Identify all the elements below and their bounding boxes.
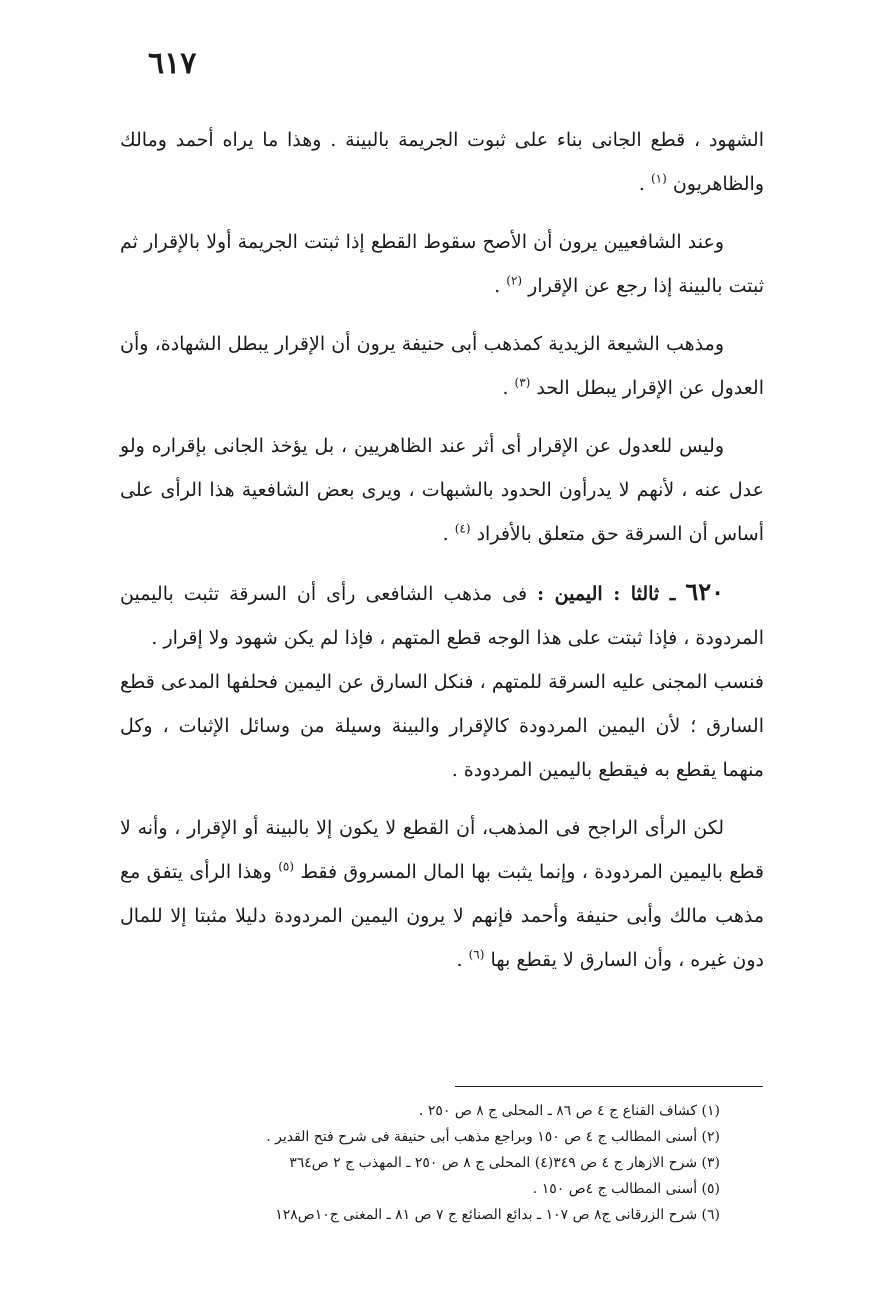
paragraph-2: وعند الشافعيين يرون أن الأصح سقوط القطع إذا ثبتت الجريمة أولا بالإقرار ثم ثبتت بالبينة إذا رجع عن الإقرار $^{(٢)}$ . [120,231,764,297]
paragraph-2-text: وعند الشافعيين يرون أن الأصح سقوط القطع إذا ثبتت الجريمة أولا بالإقرار ثم ثبتت بالبينة إذا رجع عن الإقرار [120,231,764,297]
section-620 [120,570,764,660]
paragraph-1: الشهود ، قطع الجانى بناء على ثبوت الجريمة بالبينة . وهذا ما يراه أحمد ومالك والظاهريون $^{(١)}$ . [120,129,764,195]
page-number: ٦١٧ [148,46,197,81]
paragraph-6-text: لكن الرأى الراجح فى المذهب، أن القطع لا يكون إلا بالبينة أو الإقرار ، وأنه لا قطع باليمين المردودة ، وإنما يثبت بها المال المسروق فقط [120,817,764,883]
footnote-3: (٣) شرح الازهار ج ٤ ص ٣٤٩(٤) المحلى ج ٨ ص ٢٥٠ ـ المهذب ج ٢ ص٣٦٤ [289,1155,720,1171]
paragraph-4-text: وليس للعدول عن الإقرار أى أثر عند الظاهريين ، بل يؤخذ الجانى بإقراره ولو عدل عنه ، لأنهم لا يدرأون الحدود بالشبهات ، ويرى بعض الشافعية هذا الرأى على أساس أن السرقة حق متعلق بالأفراد [120,435,764,545]
footnote-ref-2[interactable]: (٢) [506,273,523,288]
footnote-ref-5[interactable]: (٥) [278,859,295,874]
footnote-ref-6[interactable]: (٦) [468,947,485,962]
footnote-divider [455,1086,763,1087]
footnote-1: (١) كشاف القناع ج ٤ ص ٨٦ ـ المحلى ج ٨ ص ٢٥٠ . [418,1103,720,1119]
paragraph-6-continuation: وهذا الرأى يتفق مع مذهب مالك وأبى حنيفة وأحمد فإنهم لا يرون اليمين المردودة دليلا مثبتا إلا للمال دون غيره ، وأن السارق لا يقطع بها [120,861,764,971]
paragraph-6: لكن الرأى الراجح فى المذهب، أن القطع لا يكون إلا بالبينة أو الإقرار ، وأنه لا قطع باليمين المردودة ، وإنما يثبت بها المال المسروق فقط $^{(٥)}$ وهذا الرأى يتفق مع مذهب مالك وأبى حنيفة وأحمد فإنهم لا يرون اليمين المردودة دليلا مثبتا إلا للمال دون غيره ، وأن السارق لا يقطع بها $^{(٦)}$ . [120,817,764,971]
paragraph-5 [120,660,764,792]
footnote-ref-1[interactable]: (١) [650,171,667,186]
footnote-6: (٦) شرح الزرقانى ج٨ ص ١٠٧ ـ بدائع الصنائع ج ٧ ص ٨١ ـ المغنى ج١٠ص١٢٨ [275,1207,720,1223]
section-heading: ـ ثالثا : اليمين : [537,583,676,605]
paragraph-5-text: فنسب المجنى عليه السرقة للمتهم ، فنكل السارق عن اليمين فحلفها المدعى قطع السارق ؛ لأن اليمين المردودة كالإقرار والبينة وسيلة من وسائل الإثبات ، وكل منهما يقطع به فيقطع باليمين المردودة . [120,671,764,781]
section-number: ٦٢٠ [685,577,724,606]
paragraph-3-text: ومذهب الشيعة الزيدية كمذهب أبى حنيفة يرون أن الإقرار يبطل الشهادة، وأن العدول عن الإقرار يبطل الحد [120,333,764,399]
footnote-ref-3[interactable]: (٣) [514,375,531,390]
paragraph-1-text: الشهود ، قطع الجانى بناء على ثبوت الجريمة بالبينة . وهذا ما يراه أحمد ومالك والظاهريون [120,129,764,195]
section-620-text: فى مذهب الشافعى رأى أن السرقة تثبت باليمين المردودة ، فإذا ثبتت على هذا الوجه قطع المتهم ، فإذا لم يكن شهود ولا إقرار . [120,583,764,649]
footnote-ref-4[interactable]: (٤) [454,521,471,536]
footnote-5: (٥) أسنى المطالب ج ٤ص ١٥٠ . [532,1181,720,1197]
paragraph-4: وليس للعدول عن الإقرار أى أثر عند الظاهريين ، بل يؤخذ الجانى بإقراره ولو عدل عنه ، لأنهم لا يدرأون الحدود بالشبهات ، ويرى بعض الشافعية هذا الرأى على أساس أن السرقة حق متعلق بالأفراد $^{(٤)}$ . [120,435,764,545]
footnotes [116,1098,720,1228]
paragraph-3: ومذهب الشيعة الزيدية كمذهب أبى حنيفة يرون أن الإقرار يبطل الشهادة، وأن العدول عن الإقرار يبطل الحد $^{(٣)}$ . [120,333,764,399]
main-text [120,118,764,996]
footnote-2: (٢) أسنى المطالب ج ٤ ص ١٥٠ وبراجع مذهب أبى حنيفة فى شرح فتح القدير . [266,1129,720,1145]
